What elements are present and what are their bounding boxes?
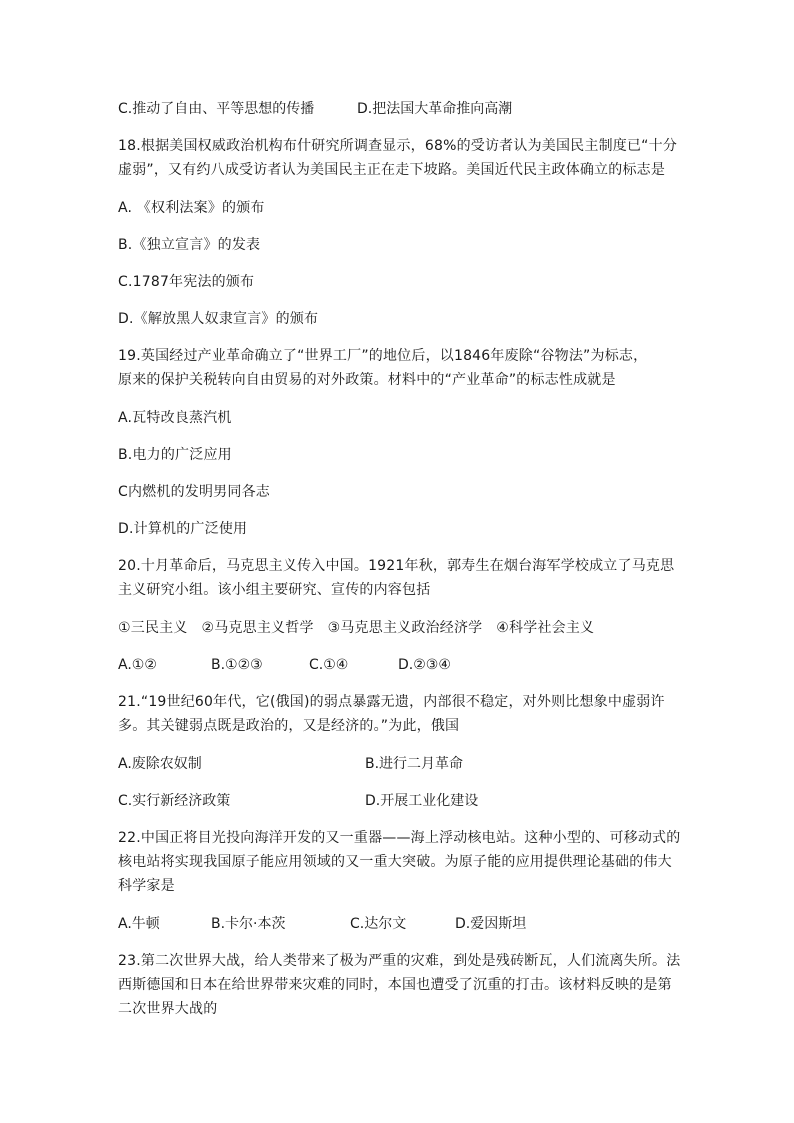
q22-stem-line1: 22.中国正将目光投向海洋开发的又一重器——海上浮动核电站。这种小型的、可移动式的: [118, 830, 681, 846]
q19-stem-line1: 19.英国经过产业革命确立了“世界工厂”的地位后，以1846年废除“谷物法”为标志，: [118, 348, 648, 364]
q21-stem-line1: 21.“19世纪60年代，它(俄国)的弱点暴露无遗，内部很不稳定，对外则比想象中虚弱许: [118, 694, 665, 710]
q22-stem-line2: 核电站将实现我国原子能应用领域的又一重大突破。为原子能的应用提供理论基础的伟大: [118, 854, 672, 870]
q18-option-c: C.1787年宪法的颁布: [118, 274, 255, 290]
q21-option-b: B.进行二月革命: [365, 756, 464, 772]
q18-stem-line1: 18.根据美国权威政治机构布什研究所调查显示，68%的受访者认为美国民主制度已“十分: [118, 138, 678, 154]
q18-option-b: B.《独立宣言》的发表: [118, 237, 261, 253]
q19-option-b: B.电力的广泛应用: [118, 447, 232, 463]
q23-stem-line2: 西斯德国和日本在给世界带来灾难的同时，本国也遭受了沉重的打击。该材料反映的是第: [118, 977, 672, 993]
q22-option-c: C.达尔文: [350, 916, 407, 932]
q17-option-c: C.推动了自由、平等思想的传播: [118, 101, 315, 117]
q22-option-b: B.卡尔·本茨: [211, 916, 286, 932]
q18-option-d: D.《解放黑人奴隶宣言》的颁布: [118, 311, 319, 327]
q19-stem-line2: 原来的保护关税转向自由贸易的对外政策。材料中的“产业革命”的标志性成就是: [118, 372, 616, 388]
q20-items: ①三民主义 ②马克思主义哲学 ③马克思主义政治经济学 ④科学社会主义: [118, 620, 595, 636]
q21-option-c: C.实行新经济政策: [118, 793, 231, 809]
q19-option-a: A.瓦特改良蒸汽机: [118, 410, 232, 426]
q23-stem-line1: 23.第二次世界大战，给人类带来了极为严重的灾难，到处是残砖断瓦，人们流离失所。法: [118, 953, 681, 969]
q20-option-c: C.①④: [309, 657, 349, 673]
q21-stem-line2: 多。其关键弱点既是政治的，又是经济的。”为此，俄国: [118, 718, 460, 734]
q22-stem-line3: 科学家是: [118, 878, 175, 894]
q20-stem-line2: 主义研究小组。该小组主要研究、宣传的内容包括: [118, 582, 431, 598]
q18-option-a: A. 《权利法案》的颁布: [118, 200, 265, 216]
q21-option-a: A.废除农奴制: [118, 756, 202, 772]
q22-option-d: D.爱因斯坦: [455, 916, 527, 932]
q23-stem-line3: 二次世界大战的: [118, 1001, 218, 1017]
q17-option-d: D.把法国大革命推向高潮: [357, 101, 513, 117]
q20-option-d: D.②③④: [398, 657, 451, 673]
q20-option-a: A.①②: [118, 657, 157, 673]
q20-option-b: B.①②③: [211, 657, 263, 673]
q19-option-d: D.计算机的广泛使用: [118, 521, 248, 537]
q20-stem-line1: 20.十月革命后，马克思主义传入中国。1921年秋，郭寿生在烟台海军学校成立了马克思: [118, 558, 675, 574]
q21-option-d: D.开展工业化建设: [365, 793, 479, 809]
q22-option-a: A.牛顿: [118, 916, 160, 932]
q19-option-c: C内燃机的发明男同各志: [118, 484, 270, 500]
q18-stem-line2: 虚弱”，又有约八成受访者认为美国民主正在走下坡路。美国近代民主政体确立的标志是: [118, 162, 666, 178]
